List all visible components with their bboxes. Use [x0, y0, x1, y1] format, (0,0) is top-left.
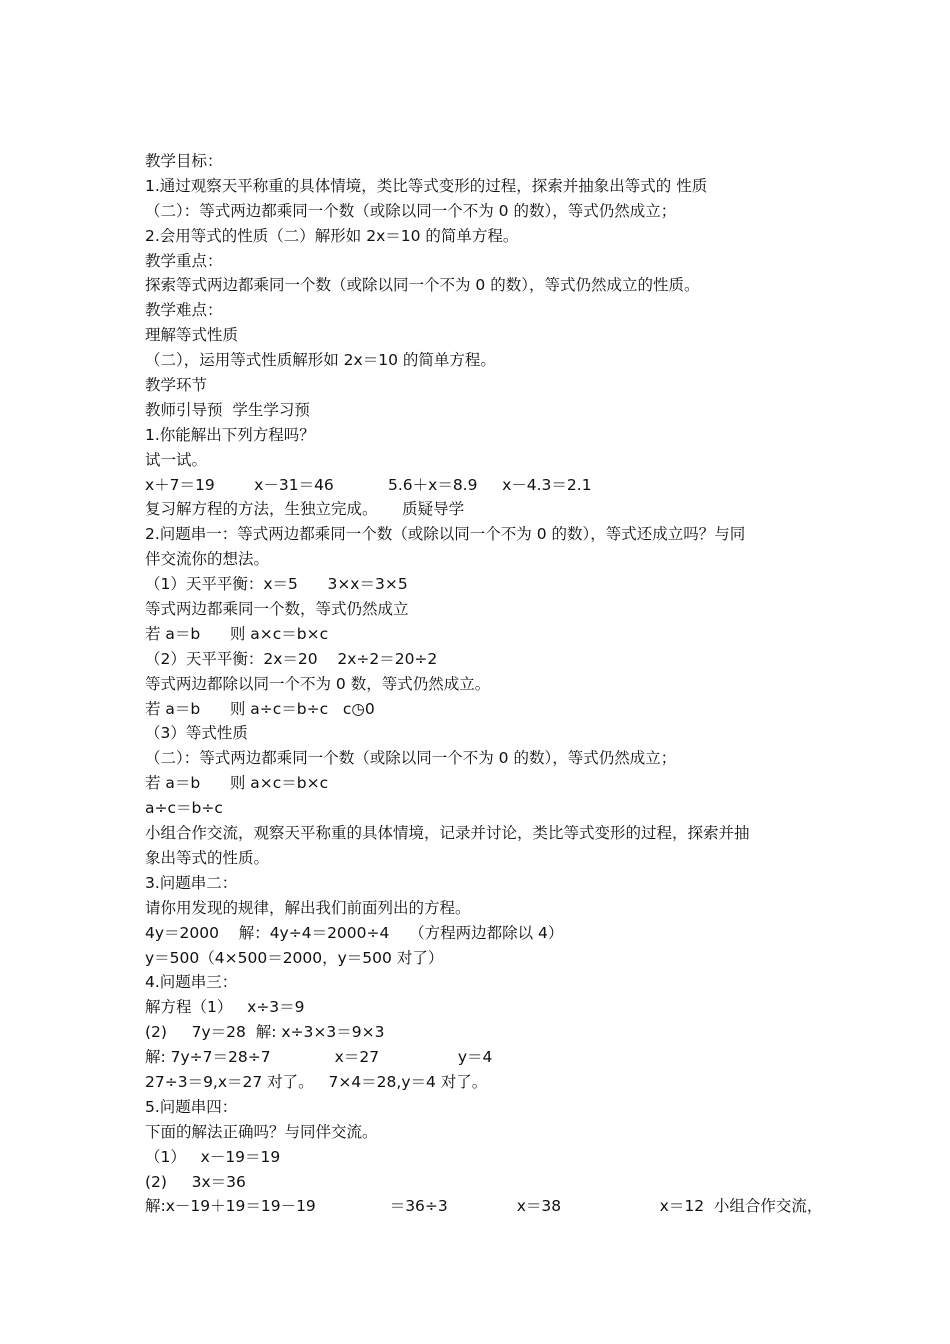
multiply-rule-formula: 若 a＝b 则 a×c＝b×c [145, 624, 329, 643]
question-series-1-text: 2.问题串一：等式两边都乘同一个数（或除以同一个不为 0 的数），等式还成立吗？与同 [145, 525, 746, 544]
property-formula-multiply: 若 a＝b 则 a×c＝b×c [145, 774, 329, 793]
exercise-1: （1） x－19＝19 [145, 1147, 281, 1166]
solve-equation-1: 解方程（1） x÷3＝9 [145, 998, 305, 1017]
property-heading: （3）等式性质 [145, 724, 248, 743]
key-points-text: 探索等式两边都乘同一个数（或除以同一个不为 0 的数），等式仍然成立的性质。 [145, 276, 700, 295]
solve-checks: 27÷3＝9,x＝27 对了。 7×4＝28,y＝4 对了。 [145, 1072, 488, 1091]
solve-equation-2: (2) 7y＝28 解: x÷3×3＝9×3 [145, 1023, 385, 1042]
review-text: 复习解方程的方法，生独立完成。 质疑导学 [145, 500, 465, 519]
solution-4y: 4y＝2000 解：4y÷4＝2000÷4 （方程两边都除以 4） [145, 923, 564, 942]
objective-1-continued: （二）：等式两边都乘同一个数（或除以同一个不为 0 的数），等式仍然成立； [145, 201, 677, 220]
divide-rule-text: 等式两边都除以同一个不为 0 数，等式仍然成立。 [145, 674, 491, 693]
question-series-1-continued: 伴交流你的想法。 [145, 550, 270, 569]
question-1-text: 1.你能解出下列方程吗？ [145, 425, 315, 444]
property-text: （二）：等式两边都乘同一个数（或除以同一个不为 0 的数），等式仍然成立； [145, 749, 677, 768]
balance-case-2: （2）天平平衡：2x＝20 2x÷2＝20÷2 [145, 649, 438, 668]
multiply-rule-text: 等式两边都乘同一个数，等式仍然成立 [145, 600, 409, 619]
key-points-heading: 教学重点： [145, 251, 223, 270]
document-body [145, 149, 825, 1219]
difficulties-text: 理解等式性质 [145, 326, 239, 345]
balance-case-1: （1）天平平衡：x＝5 3×x＝3×5 [145, 575, 408, 594]
equations-row: x＋7＝19 x－31＝46 5.6＋x＝8.9 x－4.3＝2.1 [145, 475, 592, 494]
question-series-4-text: 下面的解法正确吗？与同伴交流。 [145, 1122, 378, 1141]
group-discussion-continued: 象出等式的性质。 [145, 848, 270, 867]
try-it-text: 试一试。 [145, 450, 208, 469]
teaching-steps-heading: 教学环节 [145, 376, 208, 395]
divide-rule-formula: 若 a＝b 则 a÷c＝b÷c c◷0 [145, 699, 375, 718]
difficulties-heading: 教学难点： [145, 301, 223, 320]
objective-1-text: 1.通过观察天平称重的具体情境，类比等式变形的过程，探索并抽象出等式的 性质 [145, 176, 708, 195]
exercise-solutions: 解:x－19＋19＝19－19 ＝36÷3 x＝38 x＝12 小组合作交流， [145, 1197, 823, 1216]
question-series-3-heading: 4.问题串三： [145, 973, 238, 992]
question-series-2-heading: 3.问题串二： [145, 873, 238, 892]
exercise-2: (2) 3x＝36 [145, 1172, 246, 1191]
difficulties-continued: （二），运用等式性质解形如 2x＝10 的简单方程。 [145, 351, 496, 370]
teacher-student-guide: 教师引导预 学生学习预 [145, 400, 310, 419]
question-series-2-text: 请你用发现的规律，解出我们前面列出的方程。 [145, 898, 471, 917]
property-formula-divide: a÷c＝b÷c [145, 799, 223, 818]
solve-steps: 解: 7y÷7＝28÷7 x＝27 y＝4 [145, 1048, 493, 1067]
objective-2-text: 2.会用等式的性质（二）解形如 2x＝10 的简单方程。 [145, 226, 519, 245]
question-series-4-heading: 5.问题串四： [145, 1097, 238, 1116]
objectives-heading: 教学目标： [145, 152, 223, 170]
group-discussion-text: 小组合作交流，观察天平称重的具体情境，记录并讨论，类比等式变形的过程，探索并抽 [145, 824, 750, 843]
solution-4y-check: y＝500（4×500＝2000，y＝500 对了） [145, 948, 444, 967]
